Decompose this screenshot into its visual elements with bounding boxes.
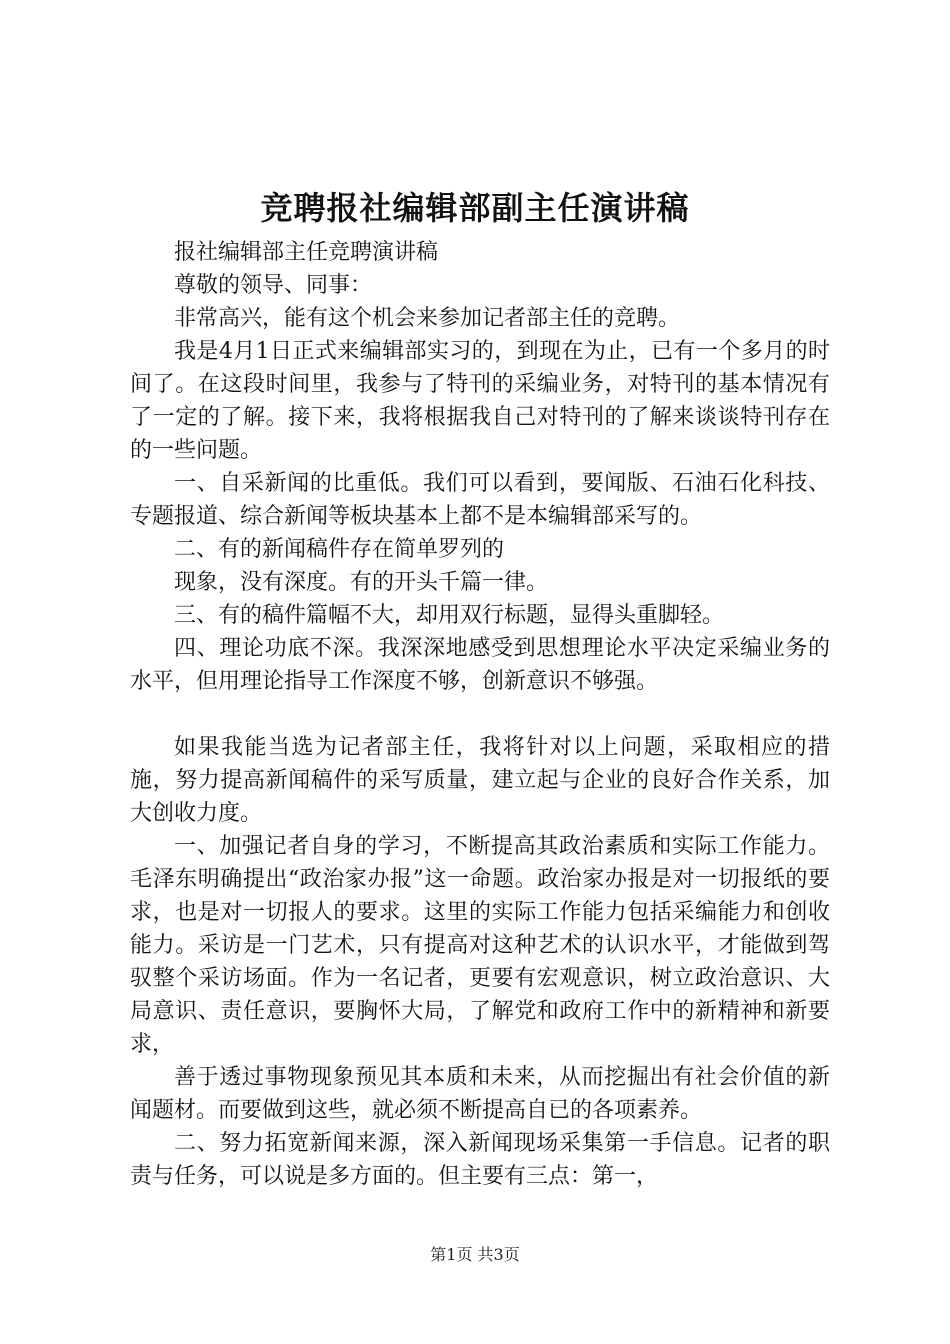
- paragraph-salutation: 尊敬的领导、同事：: [174, 273, 373, 298]
- paragraph: 如果我能当选为记者部主任，我将针对以上问题，采取相应的措施，努力提高新闻稿件的采写质量，建立起与企业的良好合作关系，加大创收力度。: [130, 735, 830, 826]
- paragraph: 二、有的新闻稿件存在简单罗列的: [174, 537, 505, 562]
- document-body: [130, 236, 830, 1193]
- paragraph: 善于透过事物现象预见其本质和未来，从而挖掘出有社会价值的新闻题材。而要做到这些，就必须不断提高自已的各项素养。: [130, 1065, 830, 1123]
- paragraph: 二、努力拓宽新闻来源，深入新闻现场采集第一手信息。记者的职责与任务，可以说是多方面的。但主要有三点：第一，: [130, 1131, 830, 1189]
- paragraph: 四、理论功底不深。我深深地感受到思想理论水平决定采编业务的水平，但用理论指导工作深度不够，创新意识不够强。: [130, 636, 830, 694]
- page-footer: 第1页 共3页: [430, 1245, 520, 1264]
- paragraph: 非常高兴，能有这个机会来参加记者部主任的竞聘。: [174, 306, 681, 331]
- paragraph: 现象，没有深度。有的开头千篇一律。: [174, 570, 549, 595]
- paragraph-subtitle: 报社编辑部主任竞聘演讲稿: [174, 240, 439, 265]
- document-title: 竞聘报社编辑部副主任演讲稿: [260, 189, 690, 227]
- paragraph: 我是4月1日正式来编辑部实习的，到现在为止，已有一个多月的时间了。在这段时间里，我参与了特刊的采编业务，对特刊的基本情况有了一定的了解。接下来，我将根据我自己对特刊的了解来谈谈特刊存在的一些问题。: [130, 339, 830, 463]
- paragraph: 一、自采新闻的比重低。我们可以看到，要闻版、石油石化科技、专题报道、综合新闻等板块基本上都不是本编辑部采写的。: [130, 471, 830, 529]
- paragraph: 一、加强记者自身的学习，不断提高其政治素质和实际工作能力。毛泽东明确提出“政治家办报”这一命题。政治家办报是对一切报纸的要求，也是对一切报人的要求。这里的实际工作能力包括采编能力和创收能力。采访是一门艺术，只有提高对这种艺术的认识水平，才能做到驾驭整个采访场面。作为一名记者，更要有宏观意识，树立政治意识、大局意识、责任意识，要胸怀大局，了解党和政府工作中的新精神和新要求，: [130, 834, 830, 1057]
- paragraph: 三、有的稿件篇幅不大，却用双行标题，显得头重脚轻。: [174, 603, 725, 628]
